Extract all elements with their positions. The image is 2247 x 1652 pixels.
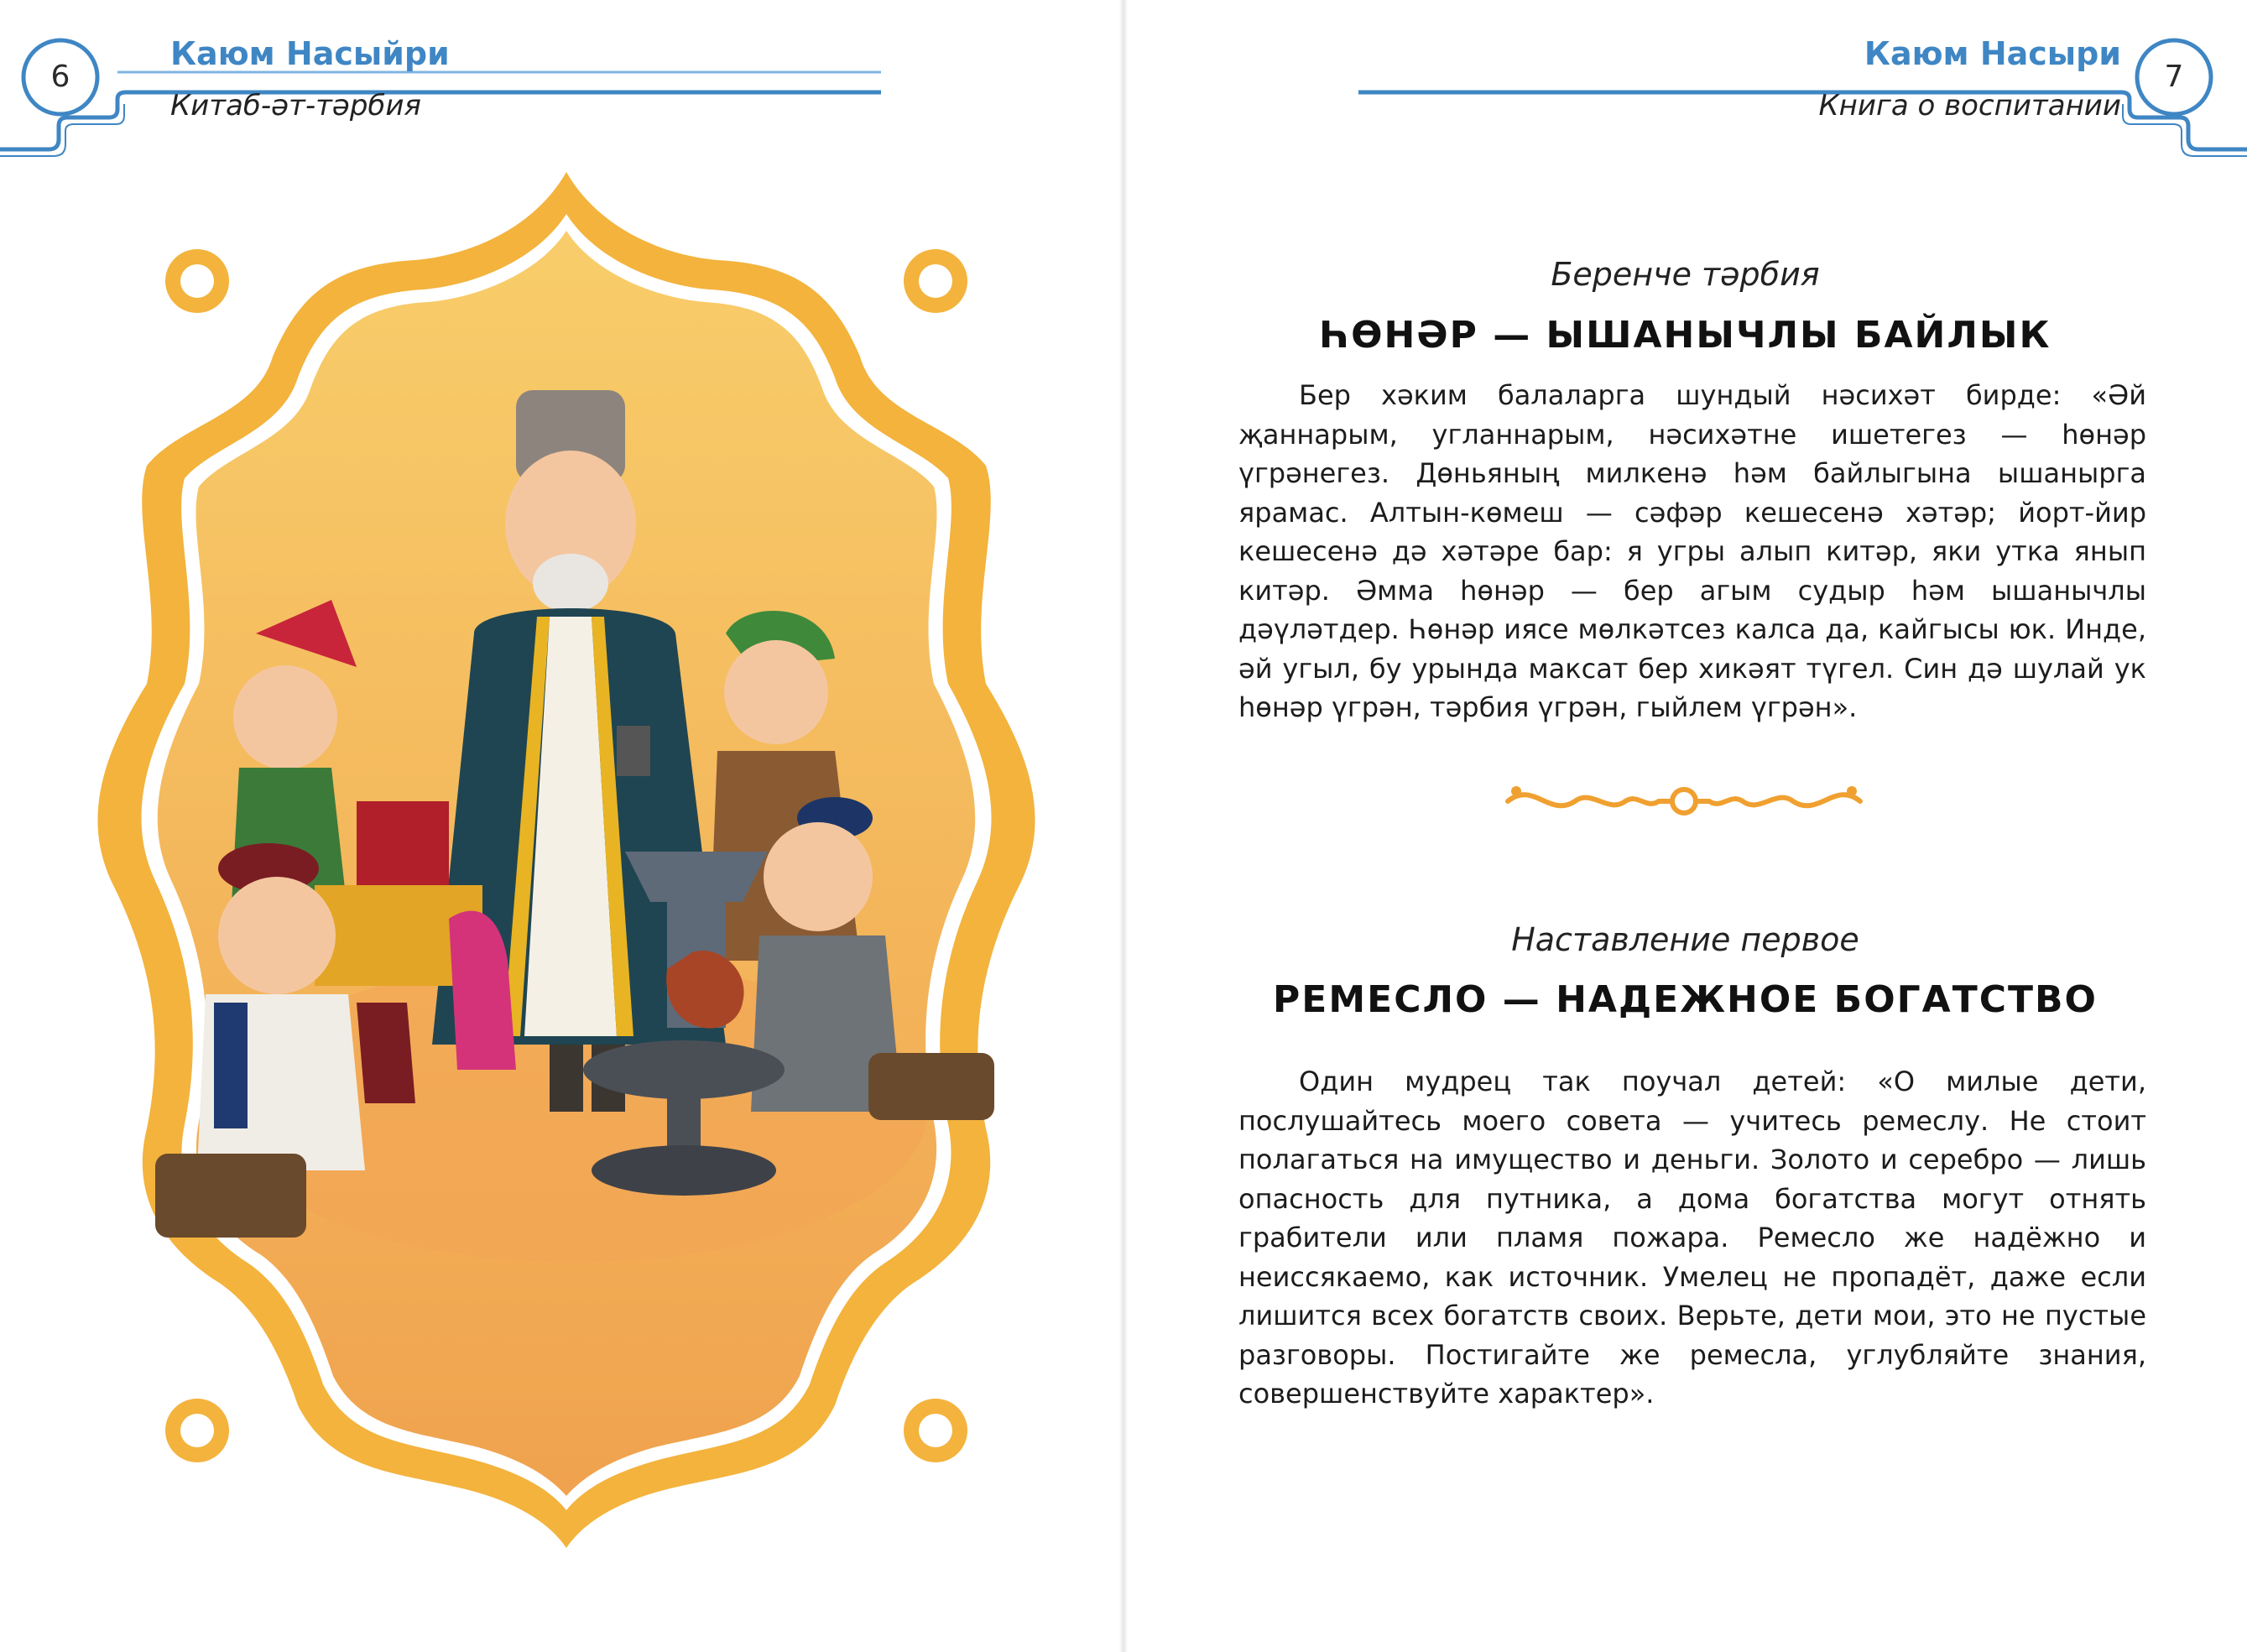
illustration-frame bbox=[80, 164, 1053, 1548]
header-book-title-right: Книга о воспитании bbox=[1818, 89, 2121, 122]
russian-section-title: РЕМЕСЛО — НАДЕЖНОЕ БОГАТСТВО bbox=[1273, 978, 2098, 1021]
header-book-title-left: Китаб-әт-тәрбия bbox=[170, 89, 421, 122]
tatar-section-title: ҺӨНӘР — ЫШАНЫЧЛЫ БАЙЛЫК bbox=[1319, 314, 2051, 357]
tatar-section-subtitle: Беренче тәрбия bbox=[1551, 256, 1820, 293]
header-author-right: Каюм Насыри bbox=[1864, 35, 2121, 72]
tatar-paragraph: Бер хәким балаларга шундый нәсихәт бирде: «Әй җаннарым, угланнарым, нәсихәтне ишетегез — һөнәр үгрәнегез. Дөньяның милкенә һәм байлыгына ышанырга ярамас. Алтын-көмеш — сәфәр кешесенә хәтәр; йорт-йир кешесенә дә хәтәре бар: я угры алып китәр, яки утка янып китәр. Әмма һөнәр — бер агым судыр һәм ышанычлы дәүләтдер. Һөнәр иясе мөлкәтсез калса да, кайгысы юк. Инде, әй угыл, бу урында максат бер хикәят түгел. Син дә шулай ук һөнәр үгрән, тәрбия үгрән, гыйлем үгрән». bbox=[1238, 379, 2146, 723]
page-number-right: 7 bbox=[2164, 60, 2184, 94]
header-ornament-right bbox=[1124, 0, 2247, 168]
page-number-left: 6 bbox=[50, 60, 70, 94]
right-page bbox=[1124, 0, 2247, 1652]
russian-section-subtitle: Наставление первое bbox=[1511, 921, 1859, 958]
russian-paragraph: Один мудрец так поучал детей: «О милые дети, послушайтесь моего совета — учитесь ремеслу. Не стоит полагаться на имущество и деньги. Золото и серебро — лишь опасность для путника, а дома богатства могут отнять грабители или пламя пожара. Ремесло же надёжно и неиссякаемо, как источник. Умелец не пропадёт, даже если лишится всех богатств своих. Верьте, дети мои, это не пустые разговоры. Постигайте же ремесла, углубляйте знания, совершенствуйте характер». bbox=[1238, 1066, 2146, 1410]
header-author-left: Каюм Насыйри bbox=[170, 35, 450, 72]
header-ornament-left bbox=[0, 0, 1124, 168]
scroll-ornament-icon bbox=[1499, 776, 1869, 826]
